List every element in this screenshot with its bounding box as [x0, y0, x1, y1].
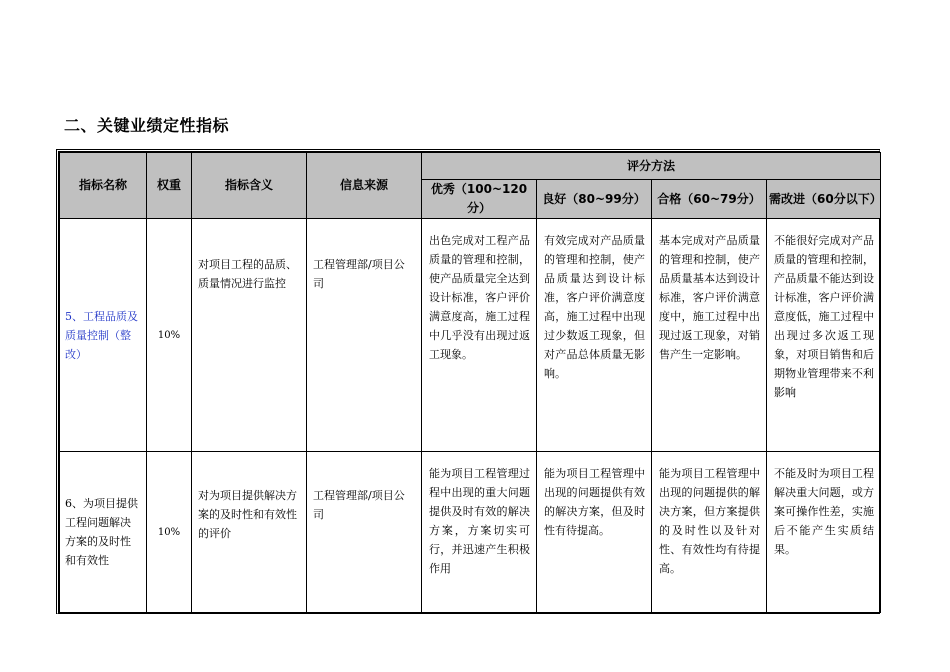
row-score-good: 能为项目工程管理中出现的问题提供有效的解决方案，但及时性有待提高。: [537, 452, 652, 613]
header-meaning: 指标含义: [192, 153, 307, 219]
row-score-pass: 基本完成对产品质量的管理和控制，使产品质量基本达到设计标准，客户评价满意度中，施工过程中出现过返工现象，对销售产生一定影响。: [652, 219, 767, 452]
kpi-table: [56, 149, 880, 614]
header-level-pass: 合格（60~79分）: [652, 180, 767, 219]
row-score-pass: 能为项目工程管理中出现的问题提供的解决方案，但方案提供的及时性以及针对性、有效性均有待提高。: [652, 452, 767, 613]
row-score-improve: 不能很好完成对产品质量的管理和控制，产品质量不能达到设计标准，客户评价满意度低，施工过程中出现过多次返工现象，对项目销售和后期物业管理带来不利影响: [767, 219, 881, 452]
row-score-improve: 不能及时为项目工程解决重大问题，或方案可操作性差，实施后不能产生实质结果。: [767, 452, 881, 613]
row-weight: 10%: [147, 452, 192, 613]
header-name: 指标名称: [60, 153, 147, 219]
header-level-excellent: 优秀（100~120分）: [422, 180, 537, 219]
row-source: 工程管理部/项目公司: [307, 219, 422, 452]
header-scoring: 评分方法: [422, 153, 881, 180]
row-score-excellent: 出色完成对工程产品质量的管理和控制，使产品质量完全达到设计标准，客户评价满意度高，施工过程中几乎没有出现过返工现象。: [422, 219, 537, 452]
header-level-improve: 需改进（60分以下）: [767, 180, 881, 219]
row-score-good: 有效完成对产品质量的管理和控制，使产品质量达到设计标准，客户评价满意度高，施工过程中出现过少数返工现象，但对产品总体质量无影响。: [537, 219, 652, 452]
row-name: 5、工程品质及质量控制（整改）: [60, 219, 147, 452]
header-weight: 权重: [147, 153, 192, 219]
row-meaning: 对为项目提供解决方案的及时性和有效性的评价: [192, 452, 307, 613]
header-level-good: 良好（80~99分）: [537, 180, 652, 219]
row-meaning: 对项目工程的品质、质量情况进行监控: [192, 219, 307, 452]
row-weight: 10%: [147, 219, 192, 452]
section-title: 二、关键业绩定性指标: [64, 116, 230, 135]
row-score-excellent: 能为项目工程管理过程中出现的重大问题提供及时有效的解决方案，方案切实可行，并迅速产生积极作用: [422, 452, 537, 613]
header-source: 信息来源: [307, 153, 422, 219]
row-name: 6、为项目提供工程问题解决方案的及时性和有效性: [60, 452, 147, 613]
table-row: [60, 219, 881, 452]
row-source: 工程管理部/项目公司: [307, 452, 422, 613]
table-row: [60, 452, 881, 613]
